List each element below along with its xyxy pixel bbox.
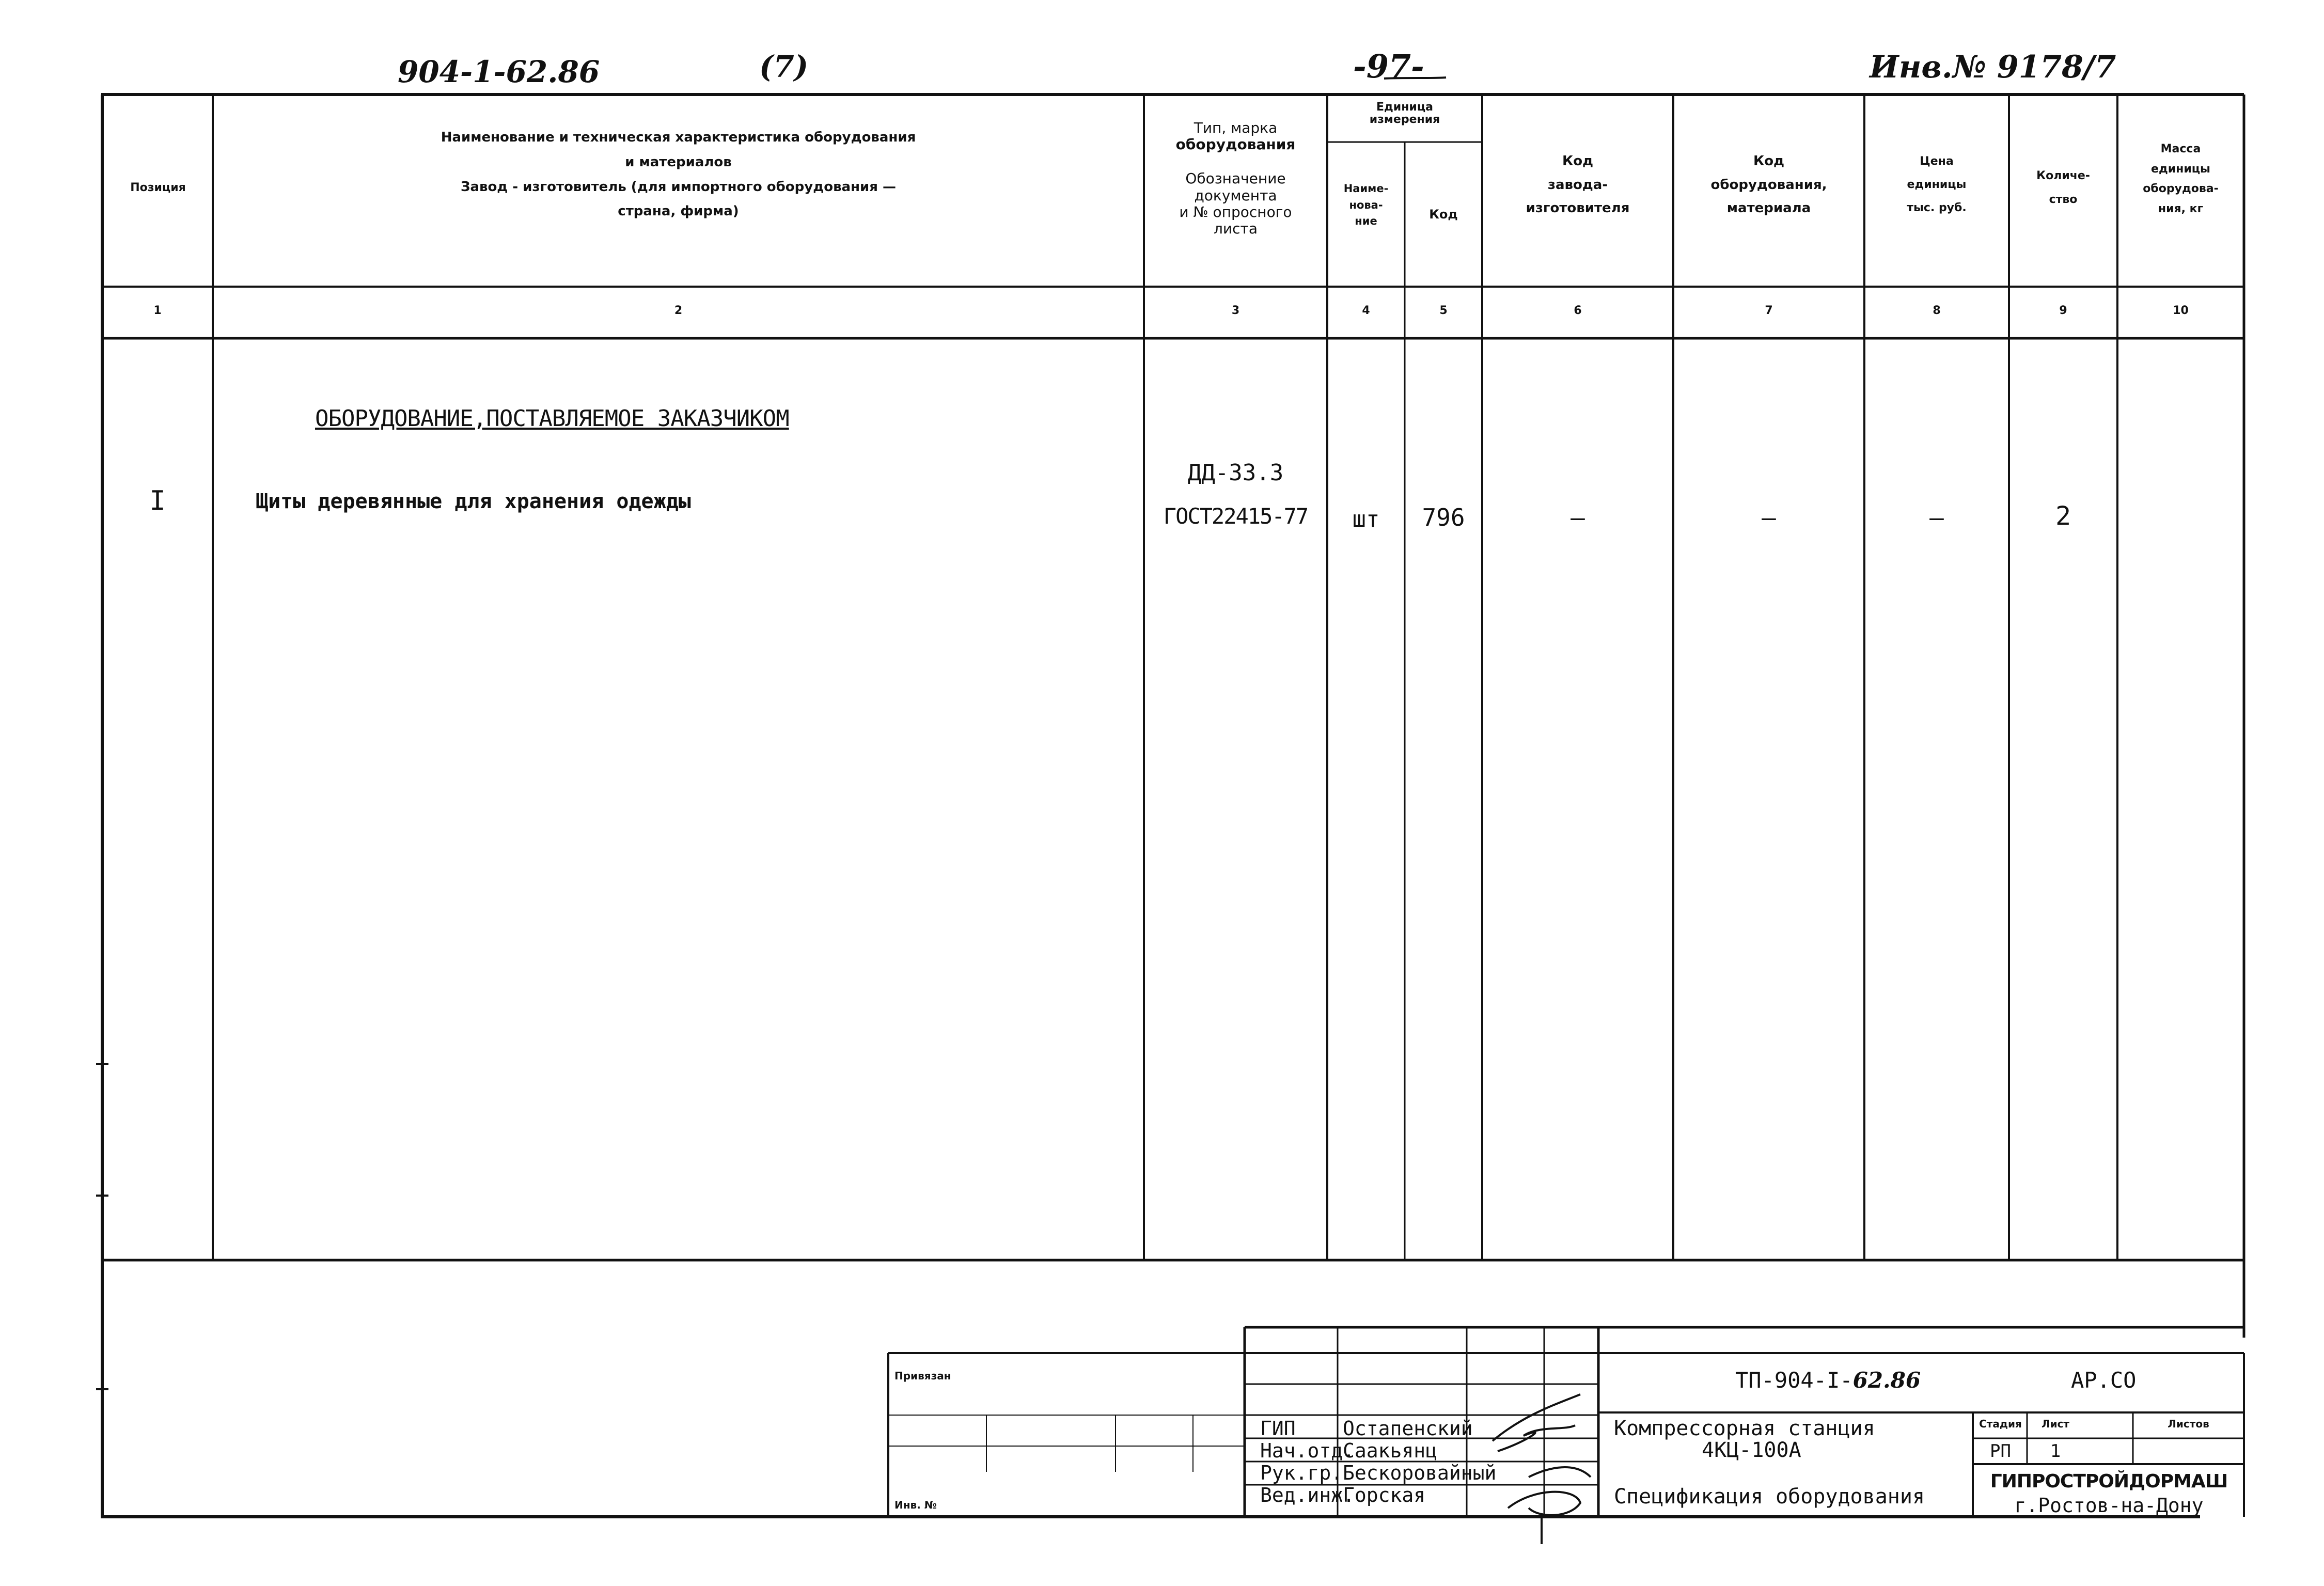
header-unit-name: [1327, 181, 1405, 230]
row-position: I: [149, 485, 166, 516]
signer-role-3: Рук.гр.: [1260, 1461, 1343, 1484]
header-type-line4: документа: [1194, 186, 1277, 204]
header-name-line4: страна, фирма): [618, 203, 739, 219]
doc-code-prefix: ТП-904-I-: [1735, 1368, 1853, 1393]
header-type-line2: оборудования: [1175, 136, 1296, 153]
sheet-label: Лист: [2041, 1418, 2070, 1430]
signer-name-4: Горская: [1343, 1483, 1426, 1506]
header-type-line6: листа: [1214, 219, 1258, 237]
sheet-value: 1: [2050, 1441, 2061, 1462]
header-equipment-code-line3: материала: [1726, 200, 1811, 216]
signature-strokes: [1384, 77, 1591, 1544]
object-name: [1614, 1418, 1875, 1461]
signer-roles: [1260, 1418, 1355, 1506]
header-unit-name-line1: Наиме-: [1343, 182, 1389, 195]
column-number-7: 7: [1765, 304, 1773, 317]
city: г.Ростов-на-Дону: [2014, 1494, 2204, 1517]
row-unit-code: 796: [1422, 504, 1465, 531]
header-price: [1864, 150, 2009, 219]
column-number-2: 2: [674, 304, 683, 317]
header-quantity: [2009, 164, 2117, 212]
header-name-line2: и материалов: [625, 154, 732, 170]
row-factory-code: –: [1571, 504, 1585, 531]
header-type: [1144, 120, 1327, 237]
header-quantity-line1: Количе-: [2036, 169, 2090, 182]
sheet-mark-annotation: (7): [759, 49, 809, 84]
organization: ГИПРОСТРОЙДОРМАШ: [1990, 1471, 2228, 1492]
page-number: -97-: [1353, 48, 1424, 85]
row-type-line1: ДД-33.3: [1187, 460, 1284, 486]
header-unit-group: [1327, 101, 1482, 126]
header-mass: [2117, 139, 2244, 219]
header-mass-line2: единицы: [2151, 162, 2210, 176]
stage-value: РП: [1990, 1441, 2011, 1462]
header-unit-name-line2: нова-: [1349, 198, 1383, 211]
inventory-number: Инв.№ 9178/7: [1870, 49, 2116, 85]
sheet-title: Спецификация оборудования: [1614, 1485, 1925, 1509]
header-factory-code-line2: завода-: [1547, 177, 1608, 193]
header-mass-line1: Масса: [2160, 143, 2201, 155]
header-factory-code: [1482, 150, 1673, 221]
row-type-line2: ГОСТ22415-77: [1163, 504, 1308, 529]
signer-role-4: Вед.инж.: [1260, 1483, 1355, 1506]
header-type-line5: и № опросного: [1179, 203, 1292, 221]
privyazan-label: Привязан: [894, 1370, 951, 1382]
column-number-9: 9: [2059, 304, 2067, 317]
doc-code-suffix: 62.86: [1852, 1368, 1921, 1393]
row-price: –: [1929, 504, 1944, 531]
header-unit-code: Код: [1429, 207, 1458, 222]
header-position: Позиция: [130, 181, 186, 194]
header-price-line2: единицы: [1907, 178, 1967, 192]
header-unit-group-line1: Единица: [1376, 101, 1433, 114]
object-line-1: Компрессорная станция: [1614, 1417, 1875, 1440]
doc-number-annotation: 904-1-62.86: [398, 54, 600, 89]
header-equipment-code: [1673, 150, 1864, 221]
header-type-line3: Обозначение: [1185, 170, 1286, 187]
header-name-line3: Завод - изготовитель (для импортного оборудования —: [460, 179, 897, 195]
column-number-5: 5: [1439, 304, 1448, 317]
header-price-line1: Цена: [1920, 155, 1954, 168]
header-factory-code-line3: изготовителя: [1526, 200, 1630, 216]
signer-name-1: Остапенский: [1343, 1417, 1473, 1440]
header-type-line1: Тип, марка: [1194, 119, 1278, 136]
signer-name-3: Бескоровайный: [1343, 1461, 1497, 1484]
column-number-3: 3: [1231, 304, 1240, 317]
header-name: [213, 129, 1144, 221]
sheets-label: Листов: [2168, 1418, 2209, 1430]
doc-mark: АР.СО: [2071, 1368, 2137, 1393]
header-unit-name-line3: ние: [1355, 215, 1377, 227]
header-unit-group-line2: измерения: [1369, 113, 1440, 127]
header-equipment-code-line2: оборудования,: [1710, 177, 1827, 193]
header-name-line1: Наименование и техническая характеристика оборудования: [441, 130, 916, 145]
column-number-6: 6: [1574, 304, 1582, 317]
row-name: Щиты деревянные для хранения одежды: [256, 490, 691, 513]
header-factory-code-line1: Код: [1562, 153, 1594, 169]
column-number-8: 8: [1933, 304, 1941, 317]
header-quantity-line2: ство: [2049, 193, 2078, 207]
row-unit-name: шт: [1352, 506, 1380, 532]
signer-role-2: Нач.отд.: [1260, 1439, 1355, 1462]
header-price-line3: тыс. руб.: [1907, 201, 1967, 215]
signer-role-1: ГИП: [1260, 1417, 1296, 1440]
column-number-1: 1: [153, 304, 162, 317]
header-mass-line3: оборудова-: [2143, 182, 2219, 195]
object-line-2: 4КЦ-100А: [1702, 1438, 1801, 1462]
header-equipment-code-line1: Код: [1753, 153, 1785, 169]
column-number-10: 10: [2173, 304, 2189, 317]
signer-names: [1343, 1418, 1496, 1506]
stage-label: Стадия: [1979, 1418, 2022, 1430]
doc-code: [1735, 1368, 1921, 1393]
inv-no-label: Инв. №: [894, 1499, 937, 1511]
column-number-4: 4: [1362, 304, 1370, 317]
header-mass-line4: ния, кг: [2158, 202, 2204, 215]
row-equipment-code: –: [1762, 504, 1776, 531]
section-title: ОБОРУДОВАНИЕ,ПОСТАВЛЯЕМОЕ ЗАКАЗЧИКОМ: [315, 405, 789, 432]
signer-name-2: Саакьянц: [1343, 1439, 1438, 1462]
row-quantity: 2: [2055, 501, 2071, 531]
